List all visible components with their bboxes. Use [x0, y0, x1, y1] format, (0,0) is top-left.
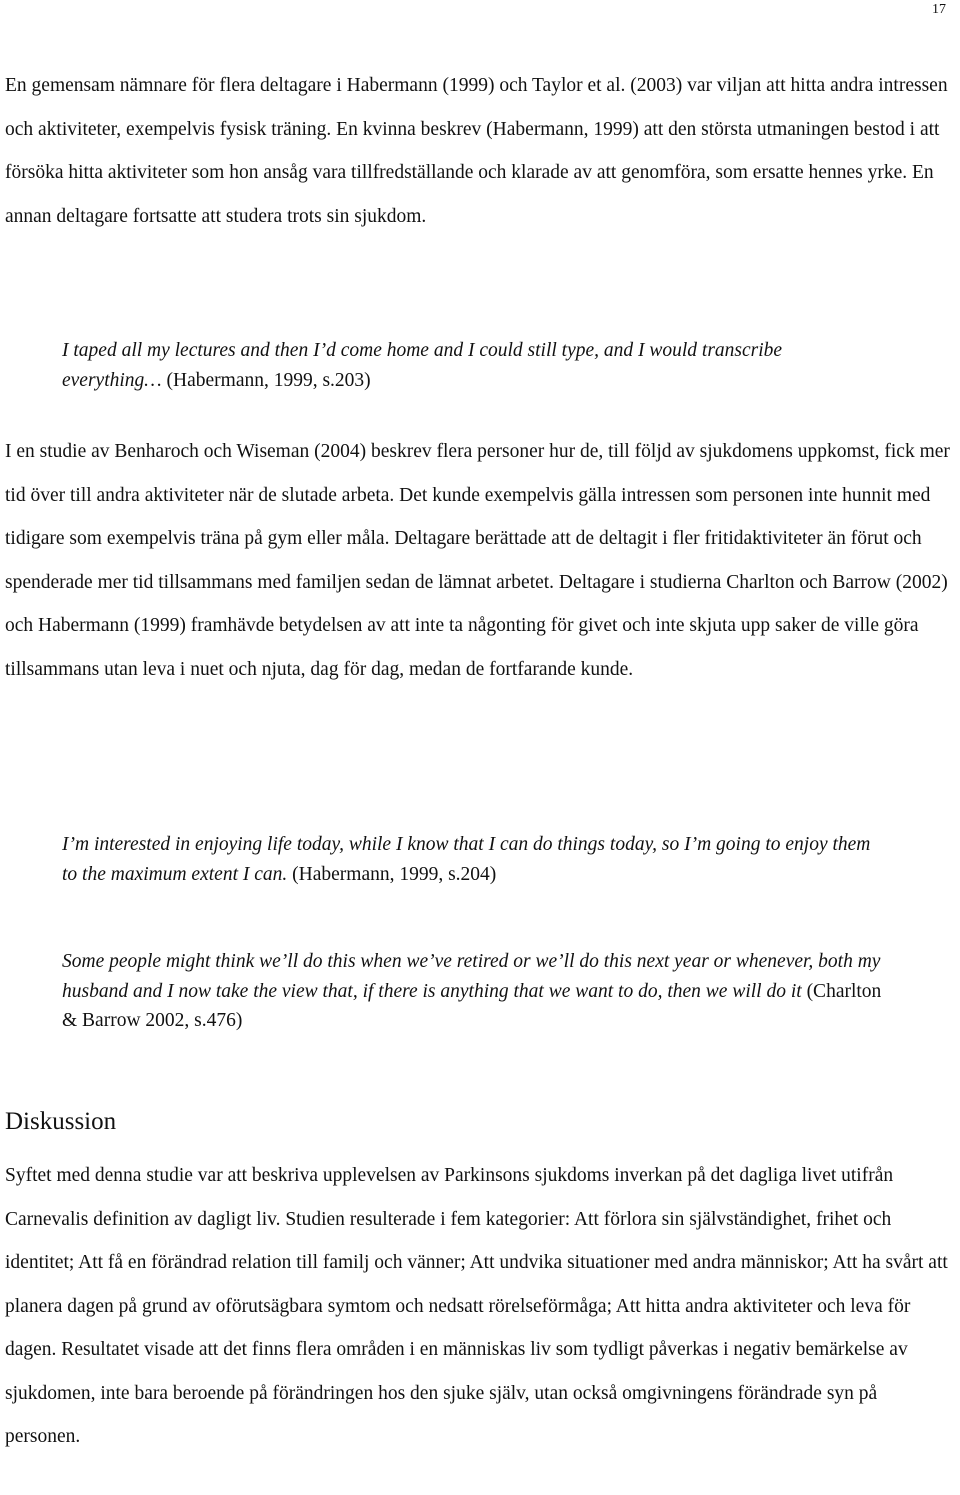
section-heading: Diskussion: [5, 1108, 117, 1135]
quote-citation: (Habermann, 1999, s.203): [161, 369, 371, 391]
body-paragraph-3: Syftet med denna studie var att beskriva upplevelsen av Parkinsons sjukdoms inverkan på det dagliga livet utifrån Carnevalis definition av dagligt liv. Studien resulterade i fem kategorier: Att förlora sin självständighet, frihet och identitet; Att få en förändrad relation till familj och vänner; Att undvika situationer med andra människor; Att ha svårt att planera dagen på grund av oförutsägbara symtom och nedsatt rörelseförmåga; Att hitta andra aktiviteter och leva för dagen. Resultatet visade att det finns flera områden i en människas liv som tydligt påverkas i negativ bemärkelse av sjukdomen, inte bara beroende på förändringen hos den sjuke själv, utan också omgivningens förändrade syn på personen.: [5, 1165, 948, 1447]
quote-text: I’m interested in enjoying life today, while I know that I can do things today, so I’m going to enjoy them to the maximum extent I can.: [62, 834, 871, 885]
quote-text: Some people might think we’ll do this when we’ve retired or we’ll do this next year or whenever, both my husband and I now take the view that, if there is anything that we want to do, then we will do it: [62, 951, 881, 1002]
block-quote-3: [62, 947, 882, 1036]
quote-citation: (Charlton & Barrow 2002, s.476): [62, 980, 882, 1031]
block-quote-1: [62, 336, 882, 395]
body-paragraph-1: En gemensam nämnare för flera deltagare i Habermann (1999) och Taylor et al. (2003) var viljan att hitta andra intressen och aktiviteter, exempelvis fysisk träning. En kvinna beskrev (Habermann, 1999) att den största utmaningen bestod i att försöka hitta aktiviteter som hon ansåg vara tillfredställande och klarade av att genomföra, som ersatte hennes yrke. En annan deltagare fortsatte att studera trots sin sjukdom.: [5, 75, 948, 227]
page-number: 17: [932, 2, 946, 17]
quote-text: I taped all my lectures and then I’d come home and I could still type, and I would transcribe everything…: [62, 340, 783, 391]
body-paragraph-2: I en studie av Benharoch och Wiseman (2004) beskrev flera personer hur de, till följd av sjukdomens uppkomst, fick mer tid över till andra aktiviteter när de slutade arbeta. Det kunde exempelvis gälla intressen som personen inte hunnit med tidigare som exempelvis träna på gym eller måla. Deltagare berättade att de deltagit i fler fritidaktiviteter än förut och spenderade mer tid tillsammans med familjen sedan de lämnat arbetet. Deltagare i studierna Charlton och Barrow (2002) och Habermann (1999) framhävde betydelsen av att inte ta någonting för givet och inte skjuta upp saker de ville göra tillsammans utan leva i nuet och njuta, dag för dag, medan de fortfarande kunde.: [5, 441, 950, 680]
quote-citation: (Habermann, 1999, s.204): [287, 863, 497, 885]
block-quote-2: [62, 830, 882, 889]
